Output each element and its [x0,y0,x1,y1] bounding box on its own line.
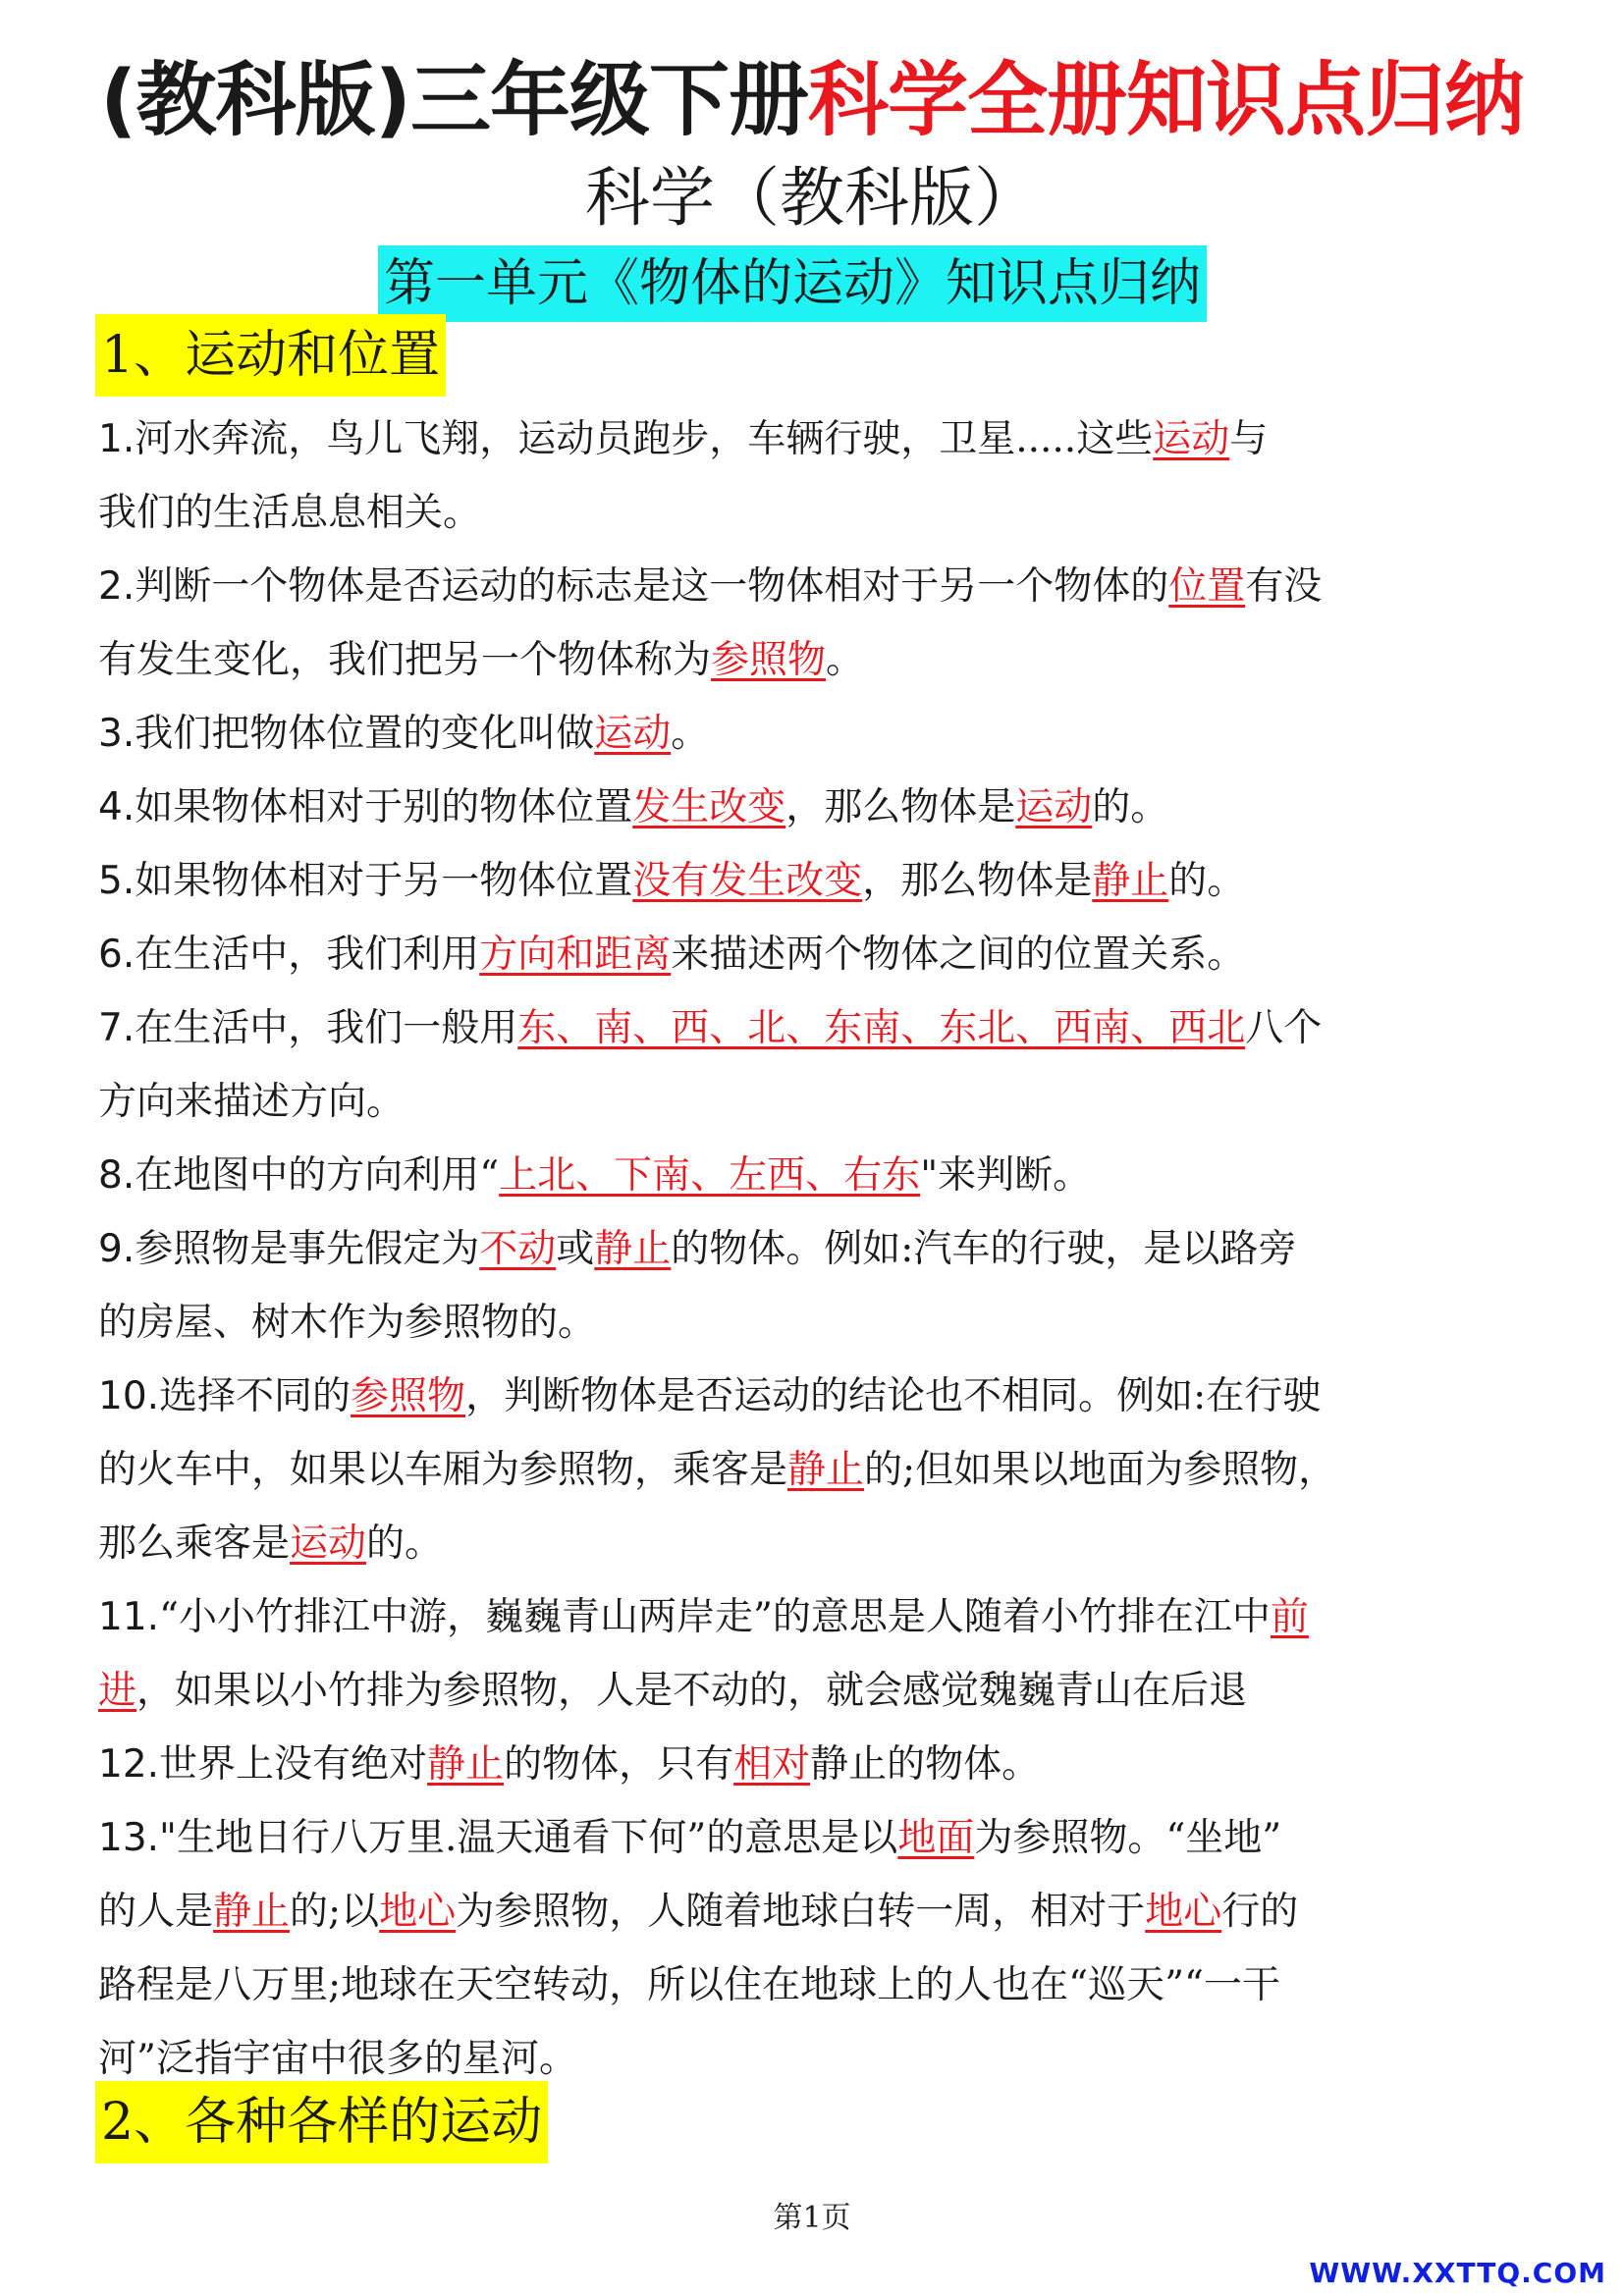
keyword: 运动 [1015,785,1093,829]
keyword: 静止 [213,1890,291,1934]
keyword: 参照物 [351,1374,466,1418]
point-9-cont: 的房屋、树木作为参照物的。 [98,1301,597,1345]
point-8: 8.在地图中的方向利用“上北、下南、左西、右东"来判断。 [98,1153,1092,1198]
keyword: 没有发生改变 [632,859,863,903]
point-2-cont: 有发生变化，我们把另一个物体称为参照物。 [98,638,865,682]
keyword: 地面 [897,1816,975,1860]
keyword: 地心 [379,1890,457,1934]
keyword: 位置 [1168,564,1246,609]
keyword: 东、南、西、北、东南、东北、西南、西北 [517,1006,1246,1050]
title-red-part: 科学全册知识点归纳 [807,54,1524,147]
point-6: 6.在生活中，我们利用方向和距离来描述两个物体之间的位置关系。 [98,933,1246,977]
point-13: 13."生地日行八万里.温天通看下何”的意思是以地面为参照物。“坐地” [98,1816,1282,1860]
keyword: 上北、下南、左西、右东 [499,1153,921,1198]
keyword: 方向和距离 [479,933,672,977]
section-heading-1 [95,314,446,397]
point-3: 3.我们把物体位置的变化叫做运动。 [98,712,710,756]
point-4: 4.如果物体相对于别的物体位置发生改变，那么物体是运动的。 [98,785,1169,829]
title-black-part: (教科版)三年级下册 [100,54,808,147]
keyword: 发生改变 [632,785,786,829]
page-number: 第1页 [773,2201,851,2235]
point-11-cont: 进，如果以小竹排为参照物，人是不动的，就会感觉魏巍青山在后退 [98,1669,1248,1713]
point-7: 7.在生活中，我们一般用东、南、西、北、东南、东北、西南、西北八个 [98,1006,1323,1050]
subtitle: 科学（教科版） [585,160,1039,236]
keyword: 参照物 [711,638,827,682]
point-9: 9.参照物是事先假定为不动或静止的物体。例如:汽车的行驶，是以路旁 [98,1227,1297,1271]
knowledge-points [98,402,1542,2096]
point-10-cont: 的火车中，如果以车厢为参照物，乘客是静止的;但如果以地面为参照物， [98,1448,1337,1492]
keyword: 运动 [594,712,672,756]
section-heading-1-label: 1、运动和位置 [101,326,441,385]
document-title [0,47,1624,155]
keyword: 静止 [1092,859,1169,903]
keyword: 地心 [1145,1890,1222,1934]
point-13-cont: 的人是静止的;以地心为参照物，人随着地球白转一周，相对于地心行的 [98,1890,1299,1934]
point-13-cont3: 河”泛指宇宙中很多的星河。 [98,2037,577,2081]
keyword: 运动 [290,1522,367,1566]
point-1-cont: 我们的生活息息相关。 [98,491,482,535]
point-10-cont2: 那么乘客是运动的。 [98,1522,444,1566]
point-11: 11.“小小竹排江中游，巍巍青山两岸走”的意思是人随着小竹排在江中前 [98,1595,1309,1639]
keyword: 不动 [479,1227,557,1271]
keyword: 进 [98,1669,137,1713]
keyword: 前 [1270,1595,1309,1639]
point-10: 10.选择不同的参照物，判断物体是否运动的结论也不相同。例如:在行驶 [98,1374,1322,1418]
point-2: 2.判断一个物体是否运动的标志是这一物体相对于另一个物体的位置有没 [98,564,1323,609]
watermark: WWW.XXTTQ.COM [1309,2257,1606,2289]
unit-heading: 第一单元《物体的运动》知识点归纳 [378,245,1207,322]
section-heading-2 [95,2081,548,2163]
section-heading-2-label: 2、各种各样的运动 [101,2093,543,2152]
point-13-cont2: 路程是八万里;地球在天空转动，所以住在地球上的人也在“巡天”“一干 [98,1963,1280,2007]
point-5: 5.如果物体相对于另一物体位置没有发生改变，那么物体是静止的。 [98,859,1246,903]
keyword: 相对 [733,1742,811,1787]
point-12: 12.世界上没有绝对静止的物体，只有相对静止的物体。 [98,1742,1041,1787]
keyword: 静止 [594,1227,672,1271]
keyword: 静止 [427,1742,505,1787]
point-7-cont: 方向来描述方向。 [98,1080,406,1124]
keyword: 运动 [1153,417,1230,461]
keyword: 静止 [787,1448,865,1492]
point-1: 1.河水奔流，鸟儿飞翔，运动员跑步，车辆行驶，卫星.....这些运动与 [98,417,1269,461]
